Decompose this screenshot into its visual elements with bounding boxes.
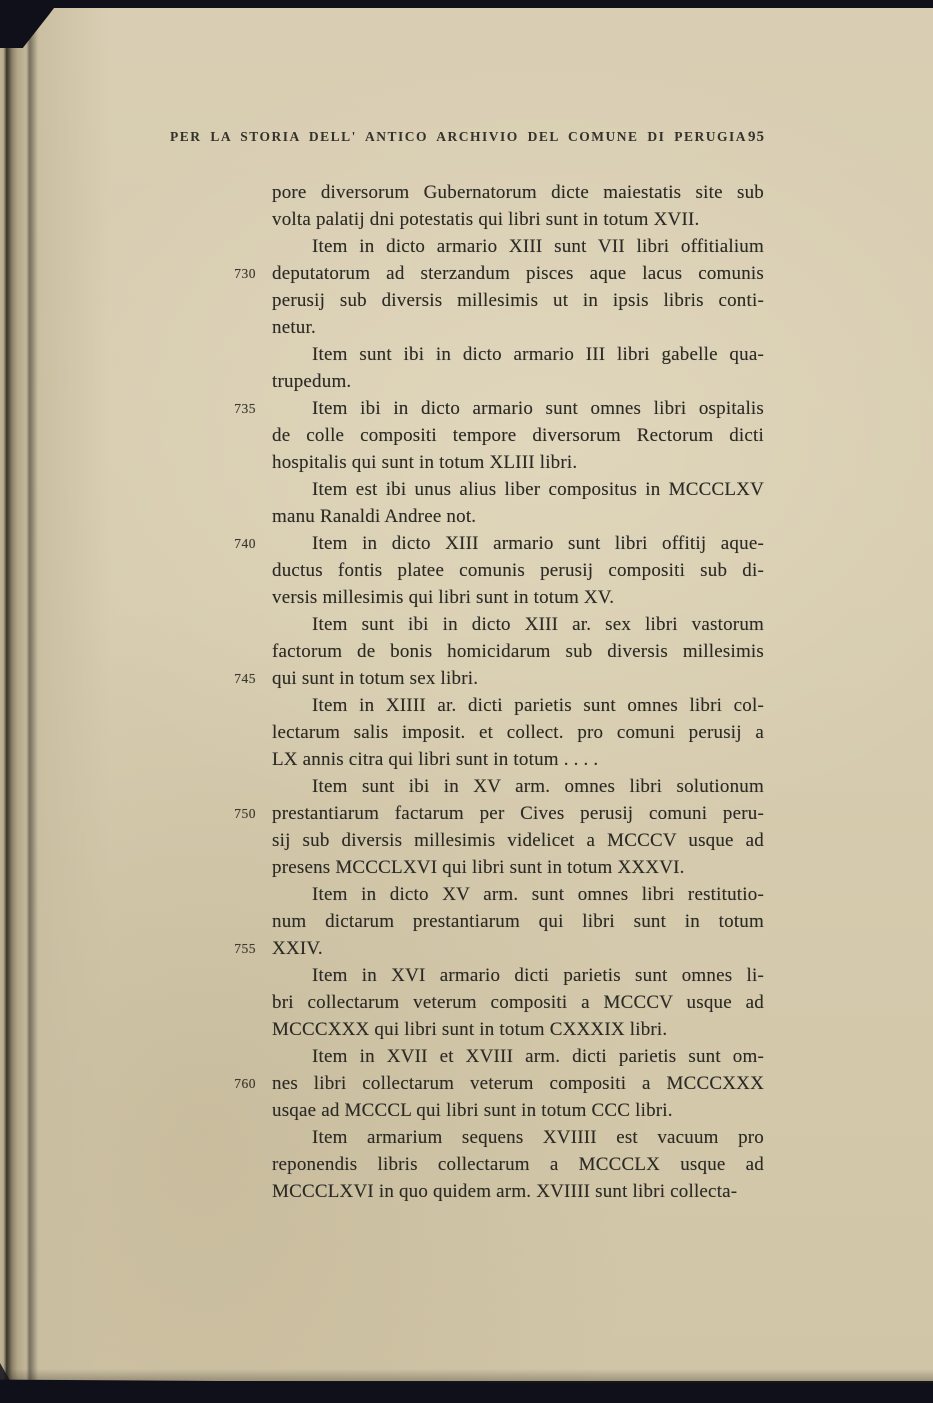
line-text: ductus fontis platee comunis perusij compositi sub di- <box>272 560 764 581</box>
text-block <box>234 179 764 1205</box>
text-line <box>272 1097 764 1124</box>
text-line <box>272 719 764 746</box>
text-line <box>272 1016 764 1043</box>
line-text: reponendis libris collectarum a MCCCLX usque ad <box>272 1154 764 1175</box>
text-line <box>272 206 764 233</box>
line-text: MCCCXXX qui libri sunt in totum CXXXIX libri. <box>272 1019 668 1040</box>
page-header <box>170 129 765 146</box>
line-text: volta palatij dni potestatis qui libri sunt in totum XVII. <box>272 209 700 230</box>
text-line <box>272 584 764 611</box>
text-line <box>272 638 764 665</box>
text-line <box>272 422 764 449</box>
text-line <box>272 773 764 800</box>
line-text: de colle compositi tempore diversorum Rectorum dicti <box>272 425 764 446</box>
line-text: Item est ibi unus alius liber compositus in MCCCLXV <box>312 479 764 500</box>
text-line <box>272 1151 764 1178</box>
line-text: versis millesimis qui libri sunt in totum XV. <box>272 587 615 608</box>
line-number: 730 <box>234 266 256 281</box>
line-text: factorum de bonis homicidarum sub diversis millesimis <box>272 641 764 662</box>
text-line <box>272 449 764 476</box>
line-text: prestantiarum factarum per Cives perusij comuni peru- <box>272 803 764 824</box>
text-line <box>234 395 764 422</box>
text-line <box>272 1043 764 1070</box>
text-line <box>272 746 764 773</box>
text-line <box>272 881 764 908</box>
line-text: hospitalis qui sunt in totum XLIII libri. <box>272 452 578 473</box>
text-line <box>272 341 764 368</box>
line-number: 740 <box>234 536 256 551</box>
text-line <box>272 287 764 314</box>
line-text: Item in dicto armario XIII sunt VII libri offitialium <box>312 236 764 257</box>
text-line <box>272 692 764 719</box>
line-text: perusij sub diversis millesimis ut in ipsis libris conti- <box>272 290 764 311</box>
line-text: LX annis citra qui libri sunt in totum . . . . <box>272 749 599 770</box>
page-number: 95 <box>748 129 765 145</box>
line-text: Item ibi in dicto armario sunt omnes libri ospitalis <box>312 398 764 419</box>
line-number: 760 <box>234 1076 256 1091</box>
text-line <box>234 800 764 827</box>
line-text: bri collectarum veterum compositi a MCCCV usque ad <box>272 992 764 1013</box>
line-text: qui sunt in totum sex libri. <box>272 668 479 689</box>
text-line <box>272 962 764 989</box>
line-text: nes libri collectarum veterum compositi a MCCCXXX <box>272 1073 764 1094</box>
text-line <box>272 1178 764 1205</box>
line-number: 755 <box>234 941 256 956</box>
line-number: 735 <box>234 401 256 416</box>
running-head-title: PER LA STORIA DELL' ANTICO ARCHIVIO DEL COMUNE DI PERUGIA <box>170 129 747 144</box>
line-text: sij sub diversis millesimis videlicet a MCCCV usque ad <box>272 830 764 851</box>
line-text: XXIV. <box>272 938 323 959</box>
line-text: usqae ad MCCCL qui libri sunt in totum CCC libri. <box>272 1100 673 1121</box>
line-number: 745 <box>234 671 256 686</box>
text-line <box>234 1070 764 1097</box>
line-text: netur. <box>272 317 316 338</box>
line-text: Item sunt ibi in dicto XIII ar. sex libri vastorum <box>312 614 764 635</box>
left-binding-shadow <box>0 7 110 1381</box>
line-text: num dictarum prestantiarum qui libri sunt in totum <box>272 911 764 932</box>
line-text: Item armarium sequens XVIIII est vacuum pro <box>312 1127 764 1148</box>
text-line <box>272 314 764 341</box>
line-text: lectarum salis imposit. et collect. pro comuni perusij a <box>272 722 764 743</box>
text-line <box>272 476 764 503</box>
text-line <box>234 665 764 692</box>
text-line <box>234 530 764 557</box>
text-line <box>272 503 764 530</box>
text-line <box>234 260 764 287</box>
line-text: Item sunt ibi in XV arm. omnes libri solutionum <box>312 776 764 797</box>
line-text: Item sunt ibi in dicto armario III libri gabelle qua- <box>312 344 764 365</box>
text-line <box>272 827 764 854</box>
binding-crease <box>28 7 38 1381</box>
text-line <box>272 368 764 395</box>
line-text: Item in dicto XIII armario sunt libri offitij aque- <box>312 533 764 554</box>
line-text: trupedum. <box>272 371 352 392</box>
line-text: pore diversorum Gubernatorum dicte maiestatis site sub <box>272 182 764 203</box>
line-text: Item in XVII et XVIII arm. dicti parietis sunt om- <box>312 1046 764 1067</box>
line-text: presens MCCCLXVI qui libri sunt in totum XXXVI. <box>272 857 685 878</box>
book-paper <box>0 7 933 1381</box>
text-line <box>272 233 764 260</box>
text-line <box>272 854 764 881</box>
text-line <box>272 989 764 1016</box>
text-line <box>272 179 764 206</box>
line-text: Item in XVI armario dicti parietis sunt omnes li- <box>312 965 764 986</box>
line-text: MCCCLXVI in quo quidem arm. XVIIII sunt libri collecta- <box>272 1181 738 1202</box>
text-line <box>272 557 764 584</box>
line-text: Item in XIIII ar. dicti parietis sunt omnes libri col- <box>312 695 764 716</box>
line-text: Item in dicto XV arm. sunt omnes libri restitutio- <box>312 884 764 905</box>
text-line <box>272 611 764 638</box>
line-number: 750 <box>234 806 256 821</box>
text-line <box>272 1124 764 1151</box>
text-line <box>272 908 764 935</box>
line-text: deputatorum ad sterzandum pisces aque lacus comunis <box>272 263 764 284</box>
top-border <box>0 0 933 8</box>
text-line <box>234 935 764 962</box>
line-text: manu Ranaldi Andree not. <box>272 506 477 527</box>
